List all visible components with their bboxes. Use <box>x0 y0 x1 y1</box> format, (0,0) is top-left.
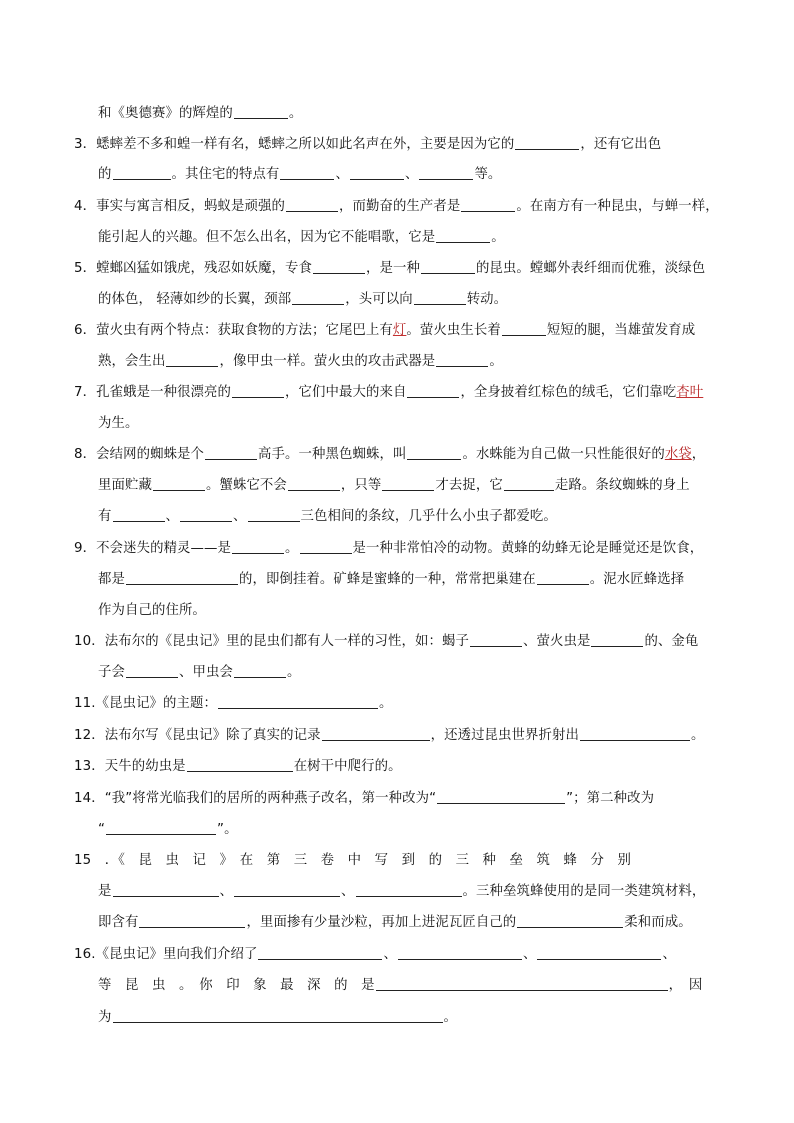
text: ，里面掺有少量沙粒，再加上进泥瓦匠自己的 <box>246 915 517 930</box>
text: 、 <box>383 947 397 962</box>
text: 能引起人的兴趣。但不怎么出名，因为它不能唱歌，它是 <box>98 230 436 245</box>
blank[interactable] <box>232 384 284 398</box>
text: 、 <box>233 509 247 524</box>
text: 是 <box>98 884 112 899</box>
text: 13．天牛的幼虫是 <box>74 759 186 774</box>
text: 。萤火虫生长着 <box>406 323 501 338</box>
text: ，只等 <box>340 478 382 493</box>
blank[interactable] <box>232 540 284 554</box>
text: 14．“我”将常光临我们的居所的两种燕子改名，第一种改为“ <box>74 791 437 806</box>
text: 9．不会迷失的精灵——是 <box>74 541 232 556</box>
question-5-line2 <box>98 290 724 310</box>
text: 7．孔雀蛾是一种很漂亮的 <box>74 385 232 400</box>
blank[interactable] <box>153 477 205 491</box>
text: 的、金龟 <box>644 634 699 649</box>
blank[interactable] <box>504 477 554 491</box>
blank[interactable] <box>537 571 589 585</box>
text: 短短的腿，当雄萤发育成 <box>546 323 696 338</box>
text: 柔和而成。 <box>624 915 692 930</box>
blank[interactable] <box>292 291 344 305</box>
text: 、 <box>341 884 355 899</box>
blank[interactable] <box>437 790 565 804</box>
text: 5．螳螂凶猛如饿虎，残忍如妖魔，专食 <box>74 261 312 276</box>
question-9 <box>74 539 724 559</box>
text: 、萤火虫是 <box>522 634 591 649</box>
question-16-line3 <box>98 1008 724 1028</box>
text: 是一种非常怕冷的动物。黄蜂的幼蜂无论是睡觉还是饮食， <box>352 541 704 556</box>
text: ，头可以向 <box>345 292 413 307</box>
blank[interactable] <box>517 914 623 928</box>
blank[interactable] <box>106 821 216 835</box>
blank[interactable] <box>407 446 461 460</box>
blank[interactable] <box>166 353 218 367</box>
text: 、 <box>219 884 233 899</box>
text: 15 ．《 昆 虫 记 》 在 第 三 卷 中 写 到 的 三 种 垒 筑 蜂 分 别 <box>74 853 631 868</box>
question-14-line2 <box>98 820 724 840</box>
question-16-line2 <box>98 976 724 996</box>
text: 子会 <box>98 665 125 680</box>
blank[interactable] <box>234 664 286 678</box>
text: ，是一种 <box>365 261 420 276</box>
highlighted-word: 杏叶 <box>676 385 704 400</box>
blank[interactable] <box>258 946 382 960</box>
blank[interactable] <box>113 508 165 522</box>
text: ，像甲虫一样。萤火虫的攻击武器是 <box>219 354 436 369</box>
blank[interactable] <box>322 727 430 741</box>
blank[interactable] <box>419 166 473 180</box>
text: ，它们中最大的来自 <box>285 385 407 400</box>
question-8 <box>74 445 724 465</box>
text: ，全身披着红棕色的绒毛，它们靠吃 <box>460 385 677 400</box>
blank[interactable] <box>350 166 404 180</box>
blank[interactable] <box>537 946 661 960</box>
text: 都是 <box>98 572 125 587</box>
text: ，还透过昆虫世界折射出 <box>430 728 579 743</box>
blank[interactable] <box>515 136 579 150</box>
text: 。三种垒筑蜂使用的是同一类建筑材料， <box>462 884 706 899</box>
text: 、 <box>522 947 537 962</box>
text: 11.《昆虫记》的主题： <box>74 696 218 711</box>
text: ，还有它出色 <box>580 137 662 152</box>
text: 。 <box>286 665 301 680</box>
blank[interactable] <box>234 883 340 897</box>
blank[interactable] <box>376 977 668 991</box>
text: ”；第二种改为 <box>566 791 655 806</box>
blank[interactable] <box>313 260 365 274</box>
question-9-line3 <box>98 601 724 621</box>
question-5 <box>74 259 724 279</box>
question-4 <box>74 197 724 217</box>
question-10-line2 <box>98 663 724 683</box>
blank[interactable] <box>421 260 475 274</box>
blank[interactable] <box>180 508 232 522</box>
text: 。 <box>379 696 393 711</box>
text: 10．法布尔的《昆虫记》里的昆虫们都有人一样的习性，如：蝎子 <box>74 634 469 649</box>
text: 为 <box>98 1010 112 1025</box>
blank[interactable] <box>113 883 219 897</box>
blank[interactable] <box>286 198 338 212</box>
question-3-line2 <box>98 165 724 185</box>
blank[interactable] <box>113 1009 443 1023</box>
text: 的，即倒挂着。矿蜂是蜜蜂的一种，常常把巢建在 <box>238 572 536 587</box>
text: 为生。 <box>98 416 139 431</box>
blank[interactable] <box>436 229 490 243</box>
blank[interactable] <box>356 883 462 897</box>
text: 8．会结网的蜘蛛是个 <box>74 447 205 462</box>
text: 里面贮藏 <box>98 478 152 493</box>
text: 。其住宅的特点有 <box>171 167 280 182</box>
text: 。 <box>288 106 303 121</box>
text: 的体色， 轻薄如纱的长翼，颈部 <box>98 292 292 307</box>
text: 3．蟋蟀差不多和蝗一样有名，蟋蟀之所以如此名声在外，主要是因为它的 <box>74 137 515 152</box>
blank[interactable] <box>580 727 690 741</box>
text: 有 <box>98 509 112 524</box>
question-9-line2 <box>98 570 724 590</box>
blank[interactable] <box>591 633 643 647</box>
text: 。水蛛能为自己做一只性能很好的 <box>462 447 665 462</box>
highlighted-word: 水袋 <box>664 447 692 462</box>
text: 。 <box>443 1010 457 1025</box>
text: 转动。 <box>466 292 508 307</box>
blank[interactable] <box>187 758 293 772</box>
question-16 <box>74 945 724 965</box>
text: 。泥水匠蜂选择 <box>589 572 685 587</box>
text: ，而勤奋的生产者是 <box>338 199 461 214</box>
text: 6．萤火虫有两个特点：获取食物的方法；它尾巴上有 <box>74 323 393 338</box>
question-11 <box>74 694 724 714</box>
text: 才去捉，它 <box>435 478 503 493</box>
text: 、 <box>165 509 179 524</box>
question-13 <box>74 757 724 777</box>
question-8-line2 <box>98 476 724 496</box>
blank[interactable] <box>280 166 334 180</box>
question-4-line2 <box>98 228 724 248</box>
blank[interactable] <box>248 508 300 522</box>
blank[interactable] <box>300 540 352 554</box>
q2-continuation <box>98 104 724 124</box>
text: 。 <box>285 541 299 556</box>
question-3 <box>74 135 724 155</box>
text: 4．事实与寓言相反，蚂蚁是顽强的 <box>74 199 285 214</box>
text: 12．法布尔写《昆虫记》除了真实的记录 <box>74 728 321 743</box>
text: 即含有 <box>98 915 139 930</box>
text: 在树干中爬行的。 <box>293 759 402 774</box>
text: 熟，会生出 <box>98 354 166 369</box>
question-15-line3 <box>98 913 724 933</box>
text: 和《奥德赛》的辉煌的 <box>98 106 233 121</box>
text: 走路。条纹蜘蛛的身上 <box>554 478 690 493</box>
text: 、 <box>662 947 676 962</box>
question-7 <box>74 383 724 403</box>
text: 。 <box>489 354 503 369</box>
text: ， <box>691 447 706 462</box>
blank[interactable] <box>502 322 546 336</box>
text: 、 <box>404 167 419 182</box>
text: 的 <box>98 167 112 182</box>
question-6 <box>74 321 724 341</box>
blank[interactable] <box>436 353 488 367</box>
blank[interactable] <box>126 664 178 678</box>
text: 、甲虫会 <box>178 665 233 680</box>
text: 三色相间的条纹，几乎什么小虫子都爱吃。 <box>300 509 557 524</box>
blank[interactable] <box>139 914 245 928</box>
blank[interactable] <box>288 477 340 491</box>
text: 等 昆 虫 。 你 印 象 最 深 的 是 <box>98 978 375 993</box>
blank[interactable] <box>382 477 434 491</box>
text: 。 <box>491 230 505 245</box>
text: 16.《昆虫记》里向我们介绍了 <box>74 947 258 962</box>
text: 。蟹蛛它不会 <box>205 478 287 493</box>
blank[interactable] <box>126 571 238 585</box>
text: 。在南方有一种昆虫，与蝉一样， <box>516 199 719 214</box>
question-12 <box>74 726 724 746</box>
blank[interactable] <box>407 384 459 398</box>
blank[interactable] <box>461 198 515 212</box>
blank[interactable] <box>205 446 257 460</box>
blank[interactable] <box>113 166 171 180</box>
text: 的昆虫。螳螂外表纤细而优雅，淡绿色 <box>475 261 706 276</box>
question-10 <box>74 632 724 652</box>
question-15-line2 <box>98 882 724 902</box>
question-7-line2 <box>98 414 724 434</box>
blank[interactable] <box>234 105 288 119</box>
text: ， 因 <box>668 978 703 993</box>
text: “ <box>98 822 106 837</box>
text: 作为自己的住所。 <box>98 603 206 618</box>
blank[interactable] <box>398 946 522 960</box>
text: ”。 <box>217 822 238 837</box>
text: 等。 <box>474 167 502 182</box>
question-15 <box>74 851 724 871</box>
text: 高手。一种黑色蜘蛛，叫 <box>258 447 407 462</box>
question-8-line3 <box>98 507 724 527</box>
blank[interactable] <box>414 291 466 305</box>
text: 。 <box>691 728 705 743</box>
question-14 <box>74 789 724 809</box>
question-6-line2 <box>98 352 724 372</box>
text: 、 <box>335 167 349 182</box>
highlighted-word: 灯 <box>392 323 407 338</box>
blank[interactable] <box>470 633 522 647</box>
blank[interactable] <box>218 695 378 709</box>
